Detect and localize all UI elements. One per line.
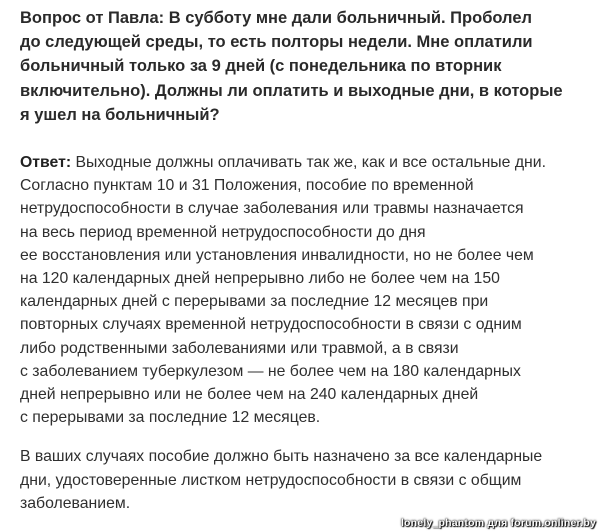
question-line: Вопрос от Павла: В субботу мне дали больничный. Проболел	[20, 9, 532, 27]
watermark: lonely_phantom для forum.onliner.by	[400, 517, 596, 529]
answer-line: на 120 календарных дней непрерывно либо не более чем на 150	[20, 270, 500, 288]
question-line: до следующей среды, то есть полторы недели. Мне оплатили	[20, 33, 533, 52]
answer-line: календарных дней с перерывами за последние 12 месяцев при	[20, 293, 489, 311]
answer-line: на весь период временной нетрудоспособности до дня	[20, 223, 426, 241]
answer-first-line-text: Выходные должны оплачивать так же, как и все остальные дни.	[71, 154, 546, 172]
answer-line: Согласно пунктам 10 и 31 Положения, пособие по временной	[20, 177, 474, 195]
conclusion-line: В ваших случаях пособие должно быть назначено за все календарные	[20, 448, 543, 466]
answer-line: нетрудоспособности в случае заболевания или травмы назначается	[20, 200, 524, 218]
question-line: больничный только за 9 дней (с понедельника по вторник	[20, 57, 502, 76]
question-block	[20, 6, 595, 127]
answer-line: дней непрерывно или не более чем на 240 календарных дней	[20, 386, 479, 404]
document	[20, 6, 595, 515]
answer-line: ее восстановления или установления инвалидности, но не более чем	[20, 246, 534, 264]
conclusion-block	[20, 445, 595, 515]
conclusion-line: заболеванием.	[20, 494, 131, 512]
question-line: включительно). Должны ли оплатить и выходные дни, в которые	[20, 81, 563, 100]
answer-block	[20, 151, 595, 429]
answer-label: Ответ:	[20, 154, 72, 172]
answer-line: с перерывами за последние 12 месяцев.	[20, 409, 321, 427]
question-line: я ушел на больничный?	[20, 105, 220, 124]
conclusion-line: дни, удостоверенные листком нетрудоспособности в связи с общим	[20, 471, 522, 489]
answer-line: с заболеванием туберкулезом — не более чем на 180 календарных	[20, 362, 521, 380]
answer-line: повторных случаях временной нетрудоспособности в связи с одним	[20, 316, 522, 334]
answer-first-line	[20, 151, 595, 174]
answer-line: либо родственными заболеваниями или травмой, а в связи	[20, 339, 459, 357]
